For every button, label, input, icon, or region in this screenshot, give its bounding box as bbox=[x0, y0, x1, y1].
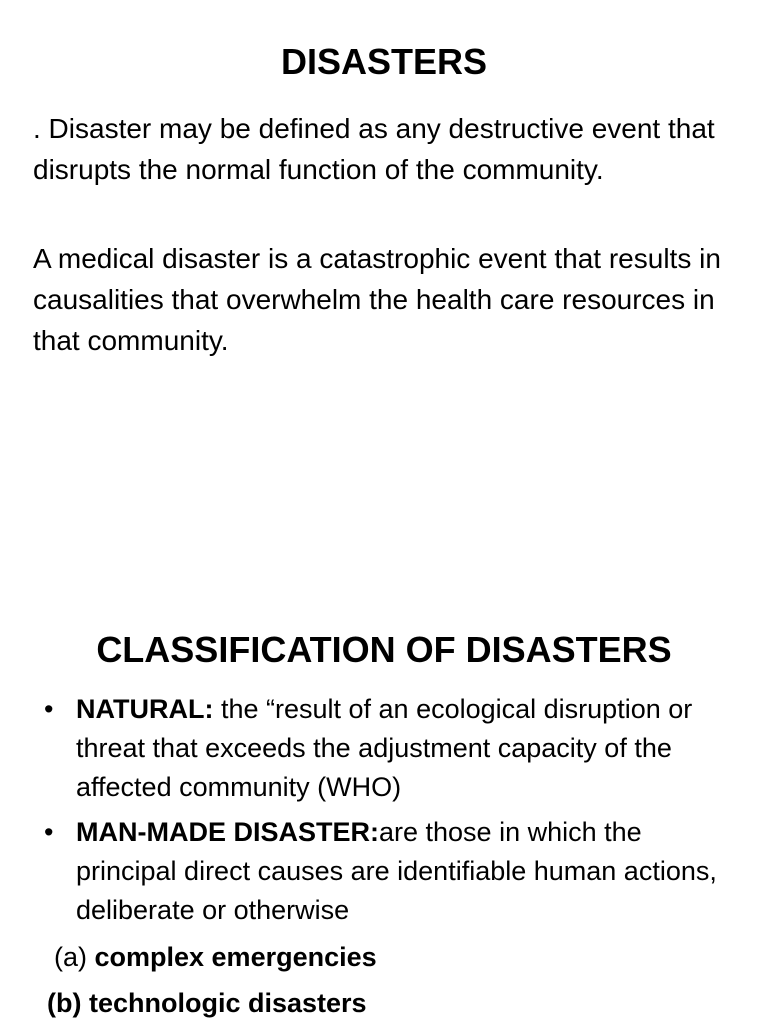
slide-title: CLASSIFICATION OF DISASTERS bbox=[96, 629, 672, 670]
bullet-text: the “result of an ecological disruption or threat that exceeds the adjustment capacity of the affected community (WHO) bbox=[76, 694, 693, 802]
bullet-icon: • bbox=[44, 817, 54, 847]
bullet-text: are those in which the principal direct causes are identifiable human actions, deliberate or otherwise bbox=[76, 817, 717, 925]
bullet-term: NATURAL: bbox=[76, 694, 214, 724]
classification-list bbox=[0, 690, 768, 936]
list-item-natural bbox=[0, 690, 768, 807]
slide-classification bbox=[0, 512, 768, 1024]
medical-disaster-paragraph: A medical disaster is a catastrophic event that results in causalities that overwhelm the health care resources in that community. bbox=[33, 243, 721, 356]
sub-item-a-prefix: (a) bbox=[54, 942, 95, 972]
list-item-man-made bbox=[0, 813, 768, 930]
bullet-icon: • bbox=[44, 694, 54, 724]
sub-item-a bbox=[54, 938, 377, 977]
sub-item-b: (b) technologic disasters bbox=[47, 988, 367, 1018]
definition-paragraph: . Disaster may be defined as any destructive event that disrupts the normal function of the community. bbox=[33, 113, 715, 185]
sub-item-a-label: complex emergencies bbox=[94, 942, 377, 972]
slide-title: DISASTERS bbox=[280, 41, 488, 82]
bullet-term: MAN-MADE DISASTER: bbox=[76, 817, 379, 847]
